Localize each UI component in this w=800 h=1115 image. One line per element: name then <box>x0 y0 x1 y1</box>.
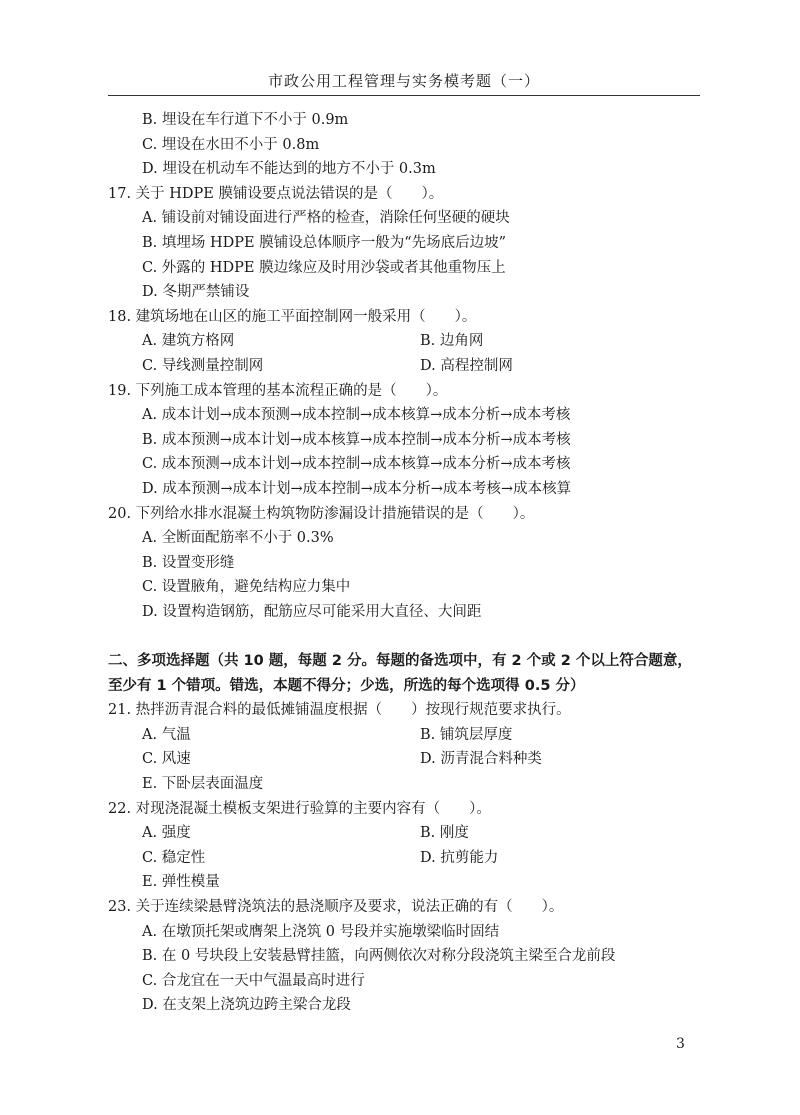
q21-options-row-2 <box>108 747 708 772</box>
q20-option-d: D. 设置构造钢筋，配筋应尽可能采用大直径、大间距 <box>142 603 482 620</box>
q18-option-b: B. 边角网 <box>420 333 484 350</box>
q18-option-a: A. 建筑方格网 <box>142 333 235 350</box>
q21-option-a: A. 气温 <box>142 726 191 743</box>
q22-option-a: A. 强度 <box>142 825 191 842</box>
q18-option-d: D. 高程控制网 <box>420 357 513 374</box>
q19-option-a: A. 成本计划→成本预测→成本控制→成本核算→成本分析→成本考核 <box>142 407 571 424</box>
q19-stem: 19. 下列施工成本管理的基本流程正确的是（ ）。 <box>108 382 448 399</box>
section-spacer <box>108 624 708 649</box>
q23-option-d: D. 在支架上浇筑边跨主梁合龙段 <box>142 997 351 1014</box>
q22-option-c: C. 稳定性 <box>142 849 206 866</box>
q16-option-c: C. 埋设在水田不小于 0.8m <box>142 136 320 153</box>
q22-option-d: D. 抗剪能力 <box>420 849 499 866</box>
page-number: 3 <box>676 1036 685 1052</box>
q17-option-c: C. 外露的 HDPE 膜边缘应及时用沙袋或者其他重物压上 <box>142 259 506 276</box>
q22-options-row-1 <box>108 821 708 846</box>
header-divider <box>108 95 700 96</box>
q21-option-d: D. 沥青混合料种类 <box>420 751 542 768</box>
q23-option-a: A. 在墩顶托架或膺架上浇筑 0 号段并实施墩梁临时固结 <box>142 923 500 940</box>
q21-options-row-1 <box>108 723 708 748</box>
q18-options-row-2 <box>108 354 708 379</box>
q23-option-c: C. 合龙宜在一天中气温最高时进行 <box>142 972 365 989</box>
q21-option-e: E. 下卧层表面温度 <box>142 776 264 793</box>
q16-option-d: D. 埋设在机动车不能达到的地方不小于 0.3m <box>142 161 436 178</box>
q21-stem: 21. 热拌沥青混合料的最低摊铺温度根据（ ）按现行规范要求执行。 <box>108 702 571 719</box>
q22-options-row-2 <box>108 846 708 871</box>
q18-stem: 18. 建筑场地在山区的施工平面控制网一般采用（ ）。 <box>108 308 477 325</box>
q19-option-b: B. 成本预测→成本计划→成本核算→成本控制→成本分析→成本考核 <box>142 431 571 448</box>
q19-option-c: C. 成本预测→成本计划→成本控制→成本核算→成本分析→成本考核 <box>142 456 571 473</box>
q18-options-row-1 <box>108 329 708 354</box>
q20-option-a: A. 全断面配筋率不小于 0.3% <box>142 530 334 547</box>
exam-content <box>108 108 708 1018</box>
section-2-title-line-1: 二、多项选择题（共 10 题，每题 2 分。每题的备选项中，有 2 个或 2 个以上符合题意， <box>108 653 692 670</box>
q19-option-d: D. 成本预测→成本计划→成本控制→成本分析→成本考核→成本核算 <box>142 480 572 497</box>
q20-stem: 20. 下列给水排水混凝土构筑物防渗漏设计措施错误的是（ ）。 <box>108 505 535 522</box>
q16-option-b: B. 埋设在车行道下不小于 0.9m <box>142 112 349 128</box>
q20-option-b: B. 设置变形缝 <box>142 554 235 571</box>
q22-stem: 22. 对现浇混凝土模板支架进行验算的主要内容有（ ）。 <box>108 800 491 817</box>
q21-option-c: C. 风速 <box>142 751 191 768</box>
q21-option-b: B. 铺筑层厚度 <box>420 726 513 743</box>
q23-stem: 23. 关于连续梁悬臂浇筑法的悬浇顺序及要求，说法正确的有（ ）。 <box>108 899 564 915</box>
q22-option-e: E. 弹性模量 <box>142 874 220 891</box>
q18-option-c: C. 导线测量控制网 <box>142 357 264 374</box>
q22-option-b: B. 刚度 <box>420 825 469 842</box>
q17-stem: 17. 关于 HDPE 膜铺设要点说法错误的是（ ）。 <box>108 185 444 202</box>
q23-option-b: B. 在 0 号块段上安装悬臂挂篮，向两侧依次对称分段浇筑主梁至合龙前段 <box>142 948 616 965</box>
q17-option-d: D. 冬期严禁铺设 <box>142 284 250 301</box>
q20-option-c: C. 设置腋角，避免结构应力集中 <box>142 579 351 596</box>
page-header-title: 市政公用工程管理与实务模考题（一） <box>267 72 540 90</box>
q17-option-b: B. 填埋场 HDPE 膜铺设总体顺序一般为“先场底后边坡” <box>142 234 507 251</box>
q17-option-a: A. 铺设前对铺设面进行严格的检查，消除任何坚硬的硬块 <box>142 210 510 227</box>
section-2-title-line-2: 至少有 1 个错项。错选，本题不得分；少选，所选的每个选项得 0.5 分） <box>108 677 585 694</box>
